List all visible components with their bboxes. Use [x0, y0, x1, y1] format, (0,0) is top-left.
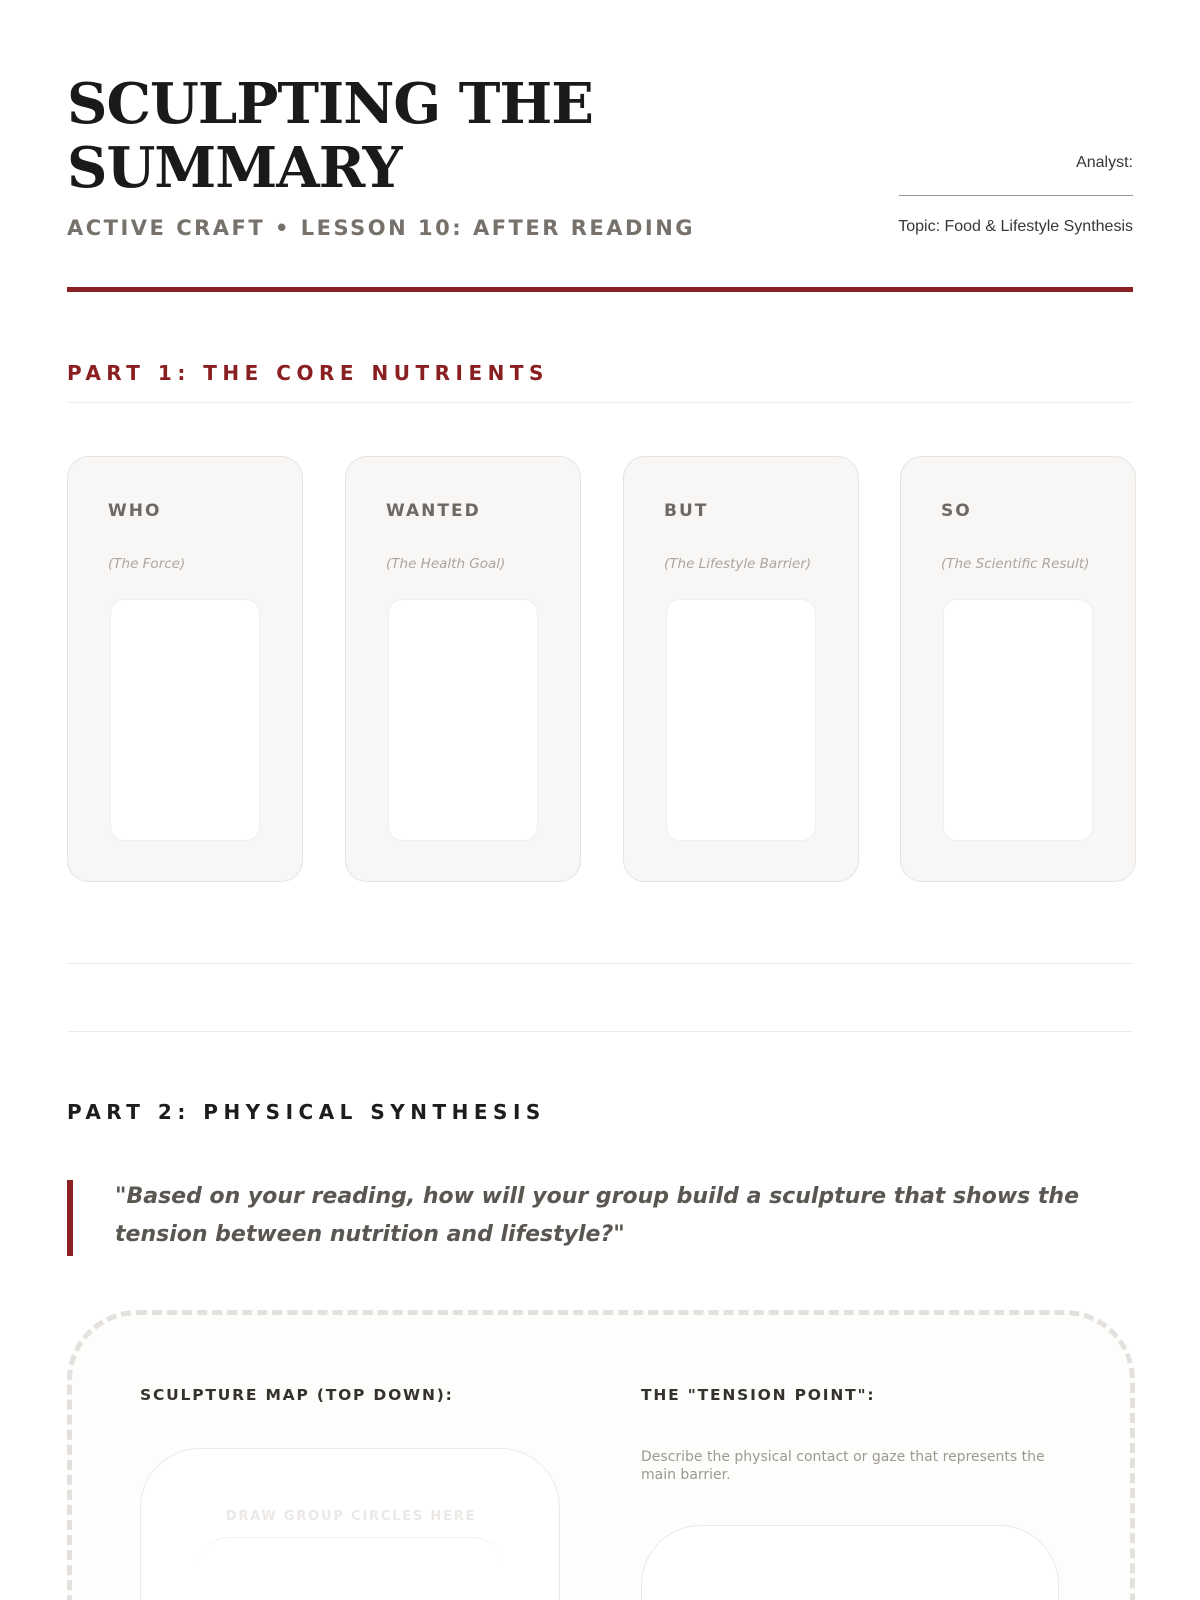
part1-divider	[67, 402, 1133, 403]
tension-point-label: THE "TENSION POINT":	[641, 1386, 876, 1404]
card-hint: (The Scientific Result)	[941, 556, 1090, 572]
map-inner-guide	[199, 1537, 503, 1600]
card-answer-box[interactable]	[666, 599, 816, 841]
analyst-name-field[interactable]	[899, 195, 1133, 196]
tension-point-answer-box[interactable]	[641, 1525, 1059, 1600]
card-hint: (The Force)	[108, 556, 186, 572]
sculpture-map-label: SCULPTURE MAP (TOP DOWN):	[140, 1386, 454, 1404]
header-divider	[67, 287, 1133, 292]
card-hint: (The Health Goal)	[386, 556, 506, 572]
sculpture-map-drawing-area[interactable]	[140, 1448, 560, 1600]
quote-accent-bar	[67, 1180, 73, 1256]
title-line-1: SCULPTING THE	[67, 71, 593, 137]
card-so	[900, 456, 1136, 882]
section-divider	[67, 1031, 1133, 1032]
prompt-quote: "Based on your reading, how will your group build a sculpture that shows the tension between nutrition and lifestyle?"	[115, 1184, 1080, 1247]
title-line-2: SUMMARY	[67, 135, 402, 201]
card-answer-box[interactable]	[388, 599, 538, 841]
page-title	[67, 72, 593, 200]
card-answer-box[interactable]	[110, 599, 260, 841]
topic-label: Topic: Food & Lifestyle Synthesis	[898, 218, 1133, 235]
card-answer-box[interactable]	[943, 599, 1093, 841]
analyst-label: Analyst:	[1076, 154, 1133, 171]
part2-heading: PART 2: PHYSICAL SYNTHESIS	[67, 1100, 546, 1124]
card-label: WANTED	[386, 501, 481, 521]
card-hint: (The Lifestyle Barrier)	[664, 556, 812, 572]
card-label: BUT	[664, 501, 709, 521]
map-hint: DRAW GROUP CIRCLES HERE	[225, 1509, 477, 1524]
card-who	[67, 456, 303, 882]
section-divider	[67, 963, 1133, 964]
card-label: SO	[941, 501, 972, 521]
lesson-subtitle: ACTIVE CRAFT • LESSON 10: AFTER READING	[67, 216, 696, 240]
part1-heading: PART 1: THE CORE NUTRIENTS	[67, 361, 549, 385]
card-but	[623, 456, 859, 882]
tension-point-description: Describe the physical contact or gaze that represents the main barrier.	[641, 1449, 1045, 1483]
card-wanted	[345, 456, 581, 882]
card-label: WHO	[108, 501, 162, 521]
